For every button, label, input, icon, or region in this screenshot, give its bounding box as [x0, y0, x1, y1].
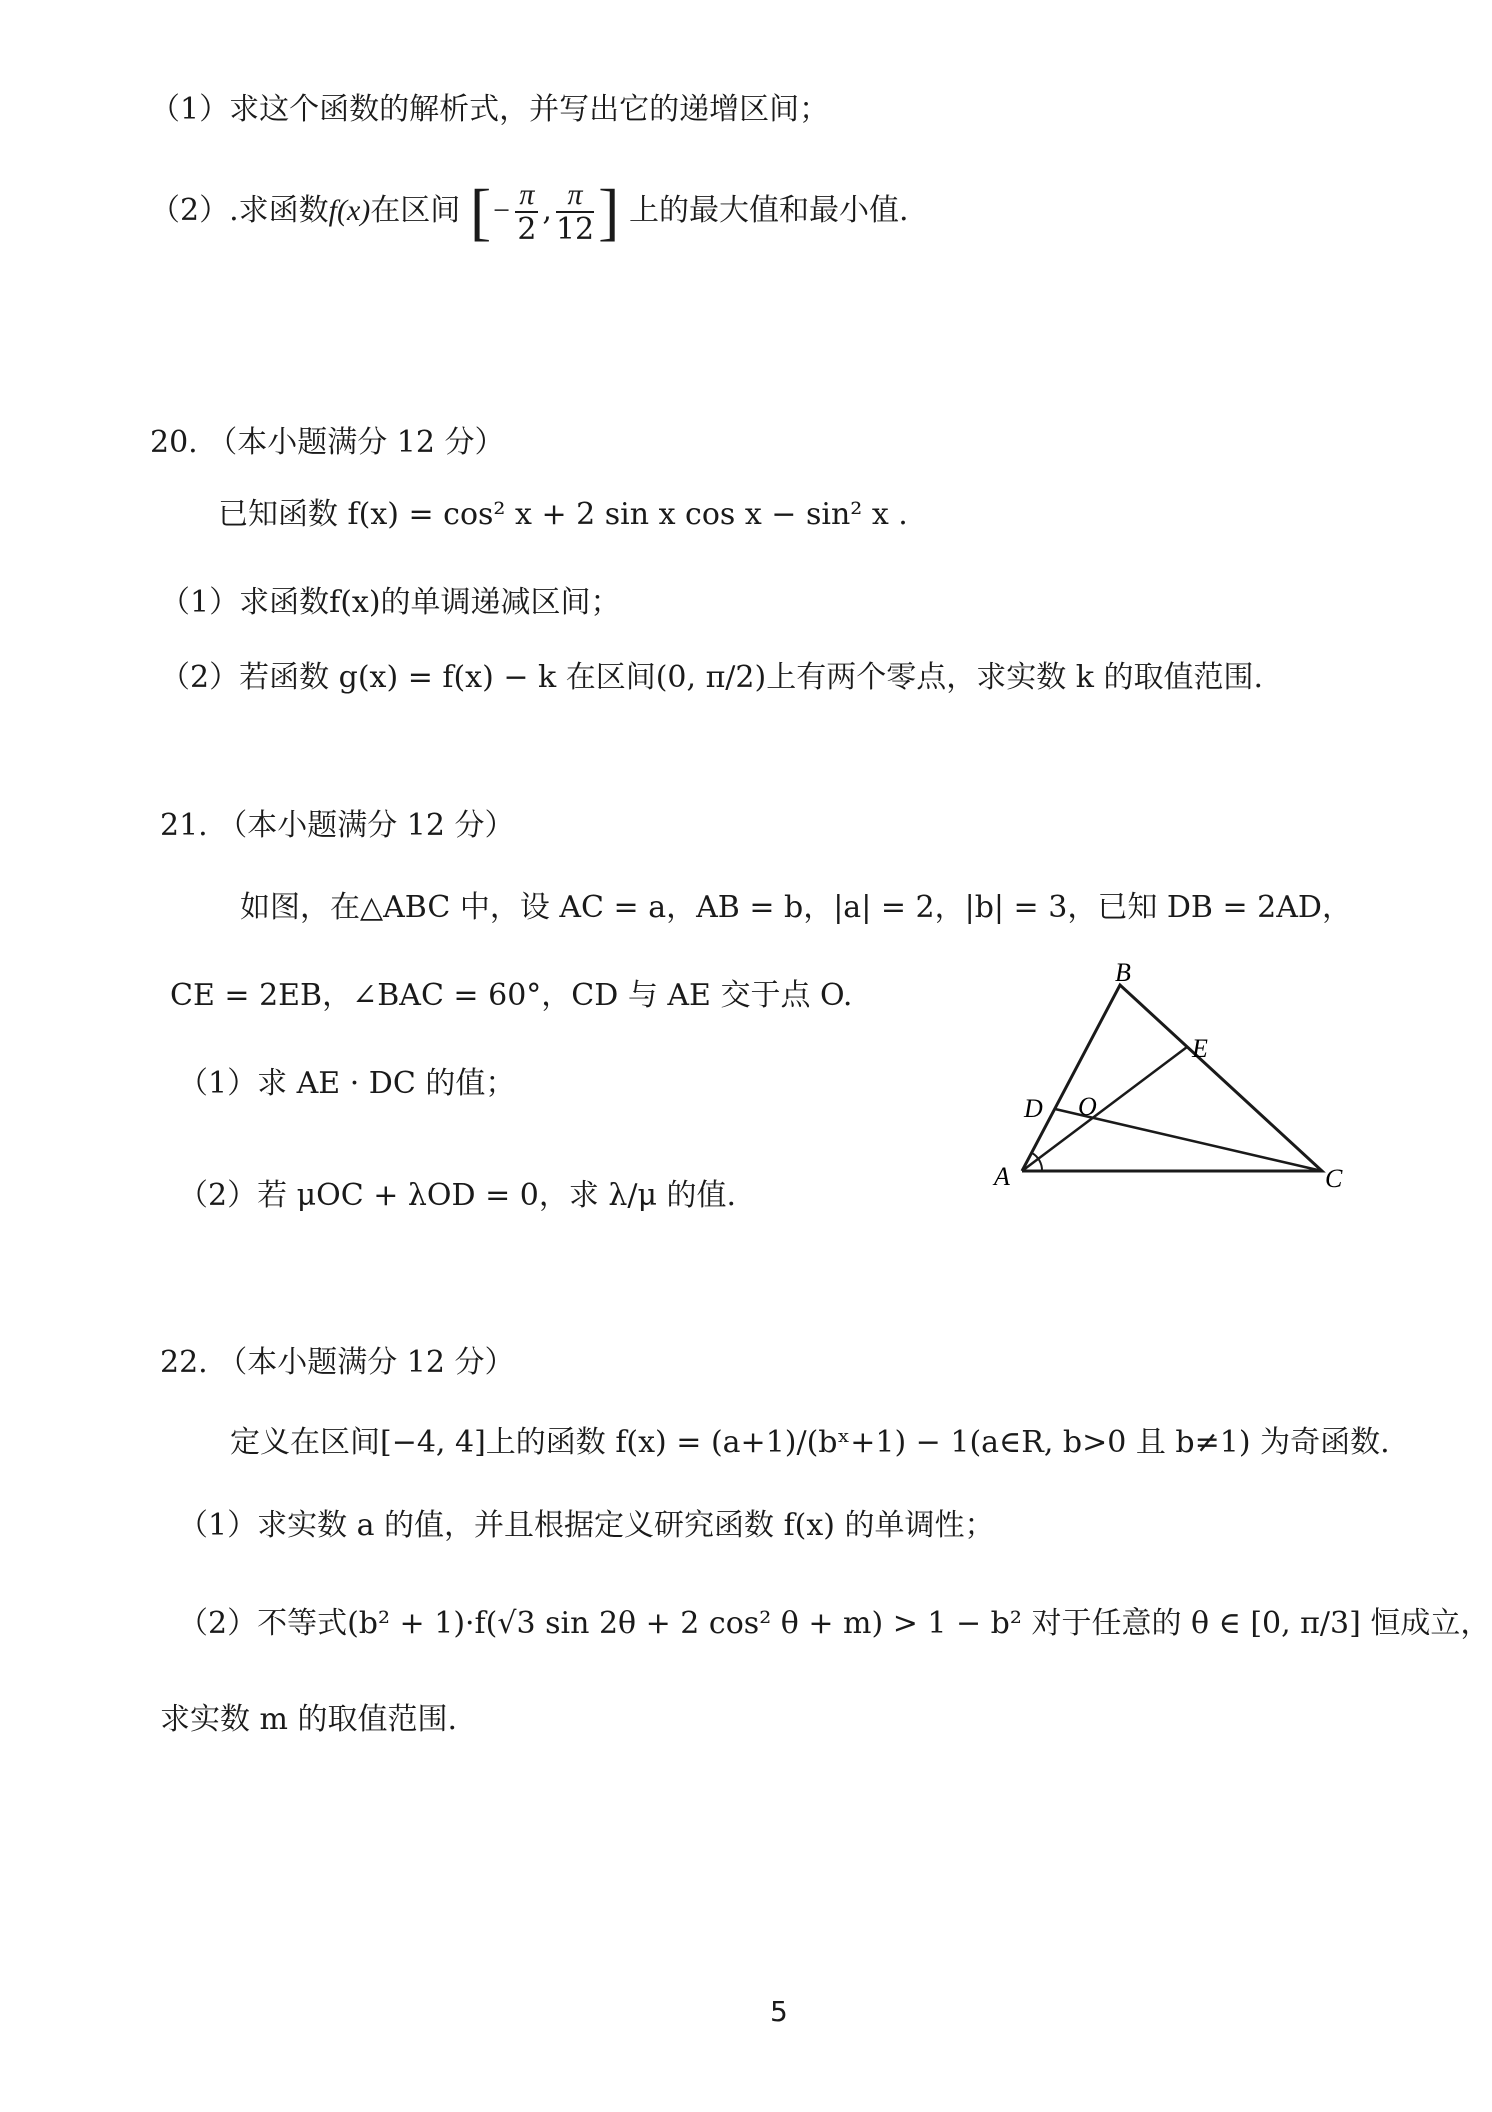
- q20-part1: （1）求函数f(x)的单调递减区间；: [160, 585, 621, 620]
- label-a: A: [994, 1162, 1010, 1191]
- q19-part2-suffix: 上的最大值和最小值.: [629, 193, 909, 228]
- segment-ae: [1022, 1047, 1187, 1171]
- q21-part2: （2）若 μOC + λOD = 0，求 λ/μ 的值.: [178, 1178, 737, 1213]
- page-number: 5: [770, 1995, 788, 2028]
- label-o: O: [1078, 1092, 1097, 1121]
- q22-stem: 定义在区间[−4, 4]上的函数 f(x) = (a+1)/(bˣ+1) − 1(a∈R, b>0 且 b≠1) 为奇函数.: [230, 1425, 1390, 1460]
- q21-stem-1: 如图，在△ABC 中，设 AC = a，AB = b，|a| = 2，|b| = 3，已知 DB = 2AD，: [240, 890, 1352, 925]
- q20-part2: （2）若函数 g(x) = f(x) − k 在区间(0, π/2)上有两个零点，求实数 k 的取值范围.: [160, 660, 1263, 695]
- q22-heading: 22. （本小题满分 12 分）: [160, 1345, 515, 1380]
- q19-interval: [: [469, 176, 492, 247]
- q21-stem-2: CE = 2EB，∠BAC = 60°，CD 与 AE 交于点 O.: [170, 978, 853, 1013]
- q19-part2-fx: f(x): [328, 194, 371, 227]
- q22-part2: （2）不等式(b² + 1)·f(√3 sin 2θ + 2 cos² θ + m) > 1 − b² 对于任意的 θ ∈ [0, π/3] 恒成立，: [178, 1606, 1491, 1641]
- label-b: B: [1115, 958, 1131, 987]
- q19-part2: （2）.求函数f(x)在区间 [− $\frac{\pi}{2}$ , $\frac{\pi}{12}$ ] 上的最大值和最小值.: [150, 176, 909, 247]
- label-e: E: [1192, 1034, 1208, 1063]
- q20-heading: 20. （本小题满分 12 分）: [150, 425, 505, 460]
- q22-part2-cont: 求实数 m 的取值范围.: [160, 1702, 458, 1737]
- q22-part1: （1）求实数 a 的值，并且根据定义研究函数 f(x) 的单调性；: [178, 1508, 995, 1543]
- q20-stem: 已知函数 f(x) = cos² x + 2 sin x cos x − sin² x .: [218, 497, 908, 532]
- triangle-figure: [980, 958, 1343, 1205]
- q19-part2-mid: 在区间: [370, 193, 461, 228]
- q21-heading: 21. （本小题满分 12 分）: [160, 808, 515, 843]
- q19-part1: （1）求这个函数的解析式，并写出它的递增区间；: [150, 92, 830, 127]
- q21-part1: （1）求 AE · DC 的值；: [178, 1066, 516, 1101]
- label-d: D: [1024, 1094, 1043, 1123]
- triangle-abc: [1022, 985, 1322, 1171]
- label-c: C: [1325, 1164, 1343, 1193]
- q19-part2-prefix: （2）.求函数: [150, 193, 329, 228]
